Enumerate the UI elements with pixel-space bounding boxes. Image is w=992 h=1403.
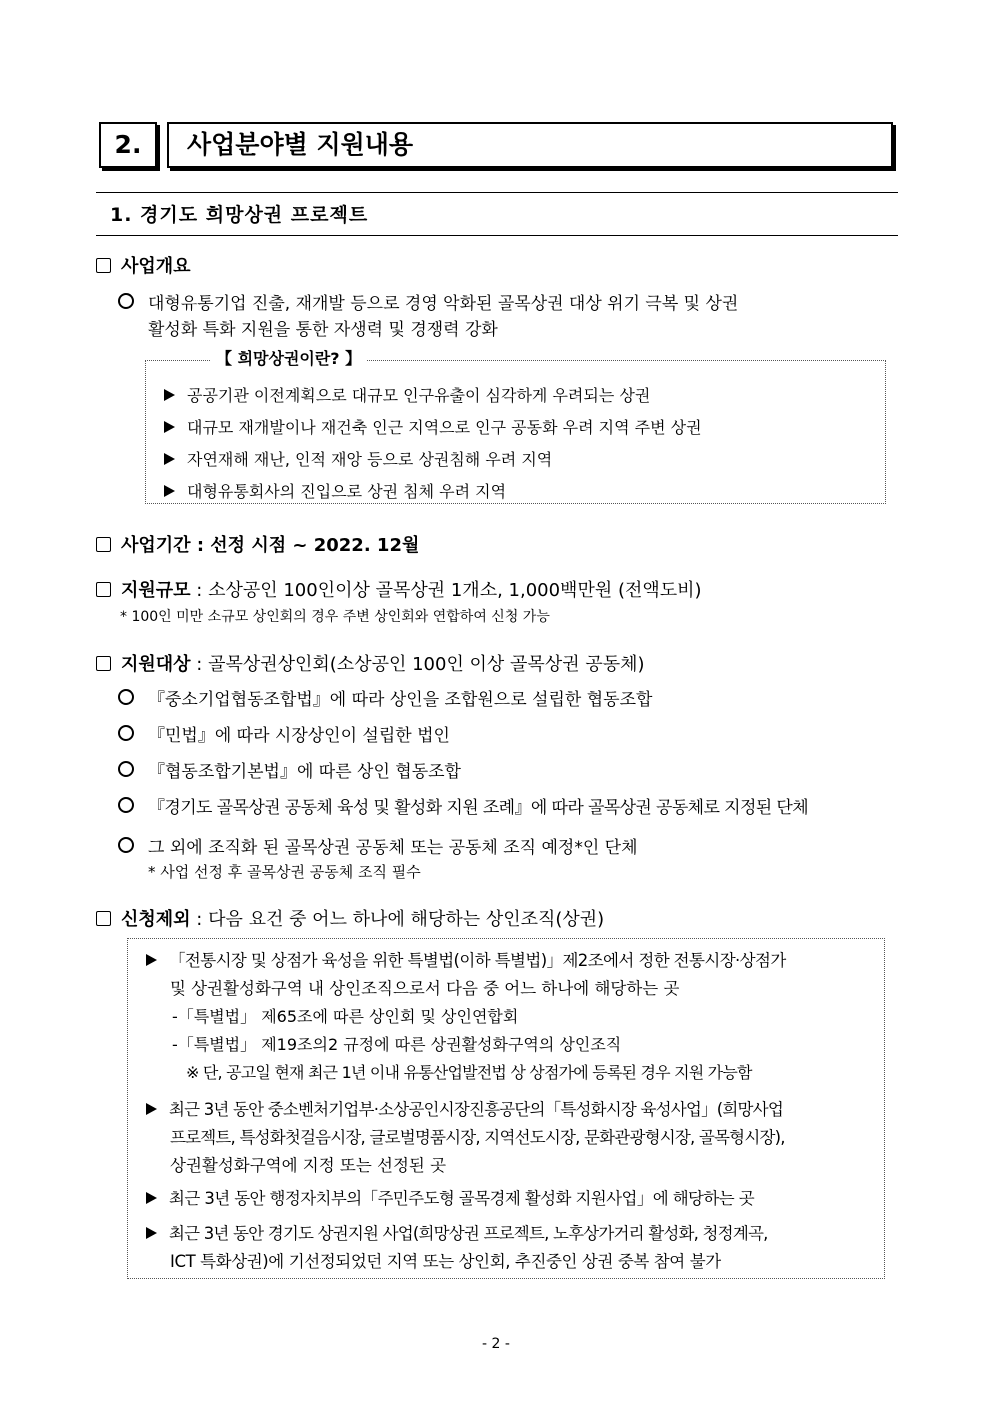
target-heading: 지원대상 : 골목상권상인회(소상공인 100인 이상 골목상권 공동체) (96, 650, 645, 676)
section-bottom-rule (96, 235, 898, 236)
triangle-bullet-icon (164, 421, 175, 433)
square-bullet-icon (96, 537, 111, 552)
definition-item: 대형유통회사의 진입으로 상권 침체 우려 지역 (164, 479, 506, 502)
target-note: * 사업 선정 후 골목상권 공동체 조직 필수 (148, 863, 421, 881)
page-number: - 2 - (482, 1336, 510, 1352)
target-item: 『협동조합기본법』에 따른 상인 협동조합 (118, 757, 461, 782)
exclusion-item3: 최근 3년 동안 행정자치부의「주민주도형 골목경제 활성화 지원사업」에 해당하는 곳 (146, 1185, 754, 1209)
exclusion-item1-sub1: -「특별법」 제65조에 따른 상인회 및 상인연합회 (172, 1007, 519, 1026)
exclusion-item4-line1: 최근 3년 동안 경기도 상권지원 사업(희망상권 프로젝트, 노후상가거리 활성화, 청정계곡, (146, 1220, 768, 1244)
circle-bullet-icon (118, 293, 134, 309)
triangle-bullet-icon (146, 954, 157, 966)
definition-box-title: 【 희망상권이란? 】 (210, 346, 367, 369)
target-item: 『경기도 골목상권 공동체 육성 및 활성화 지원 조례』에 따라 골목상권 공동체로 지정된 단체 (118, 793, 808, 818)
exclusion-item2-line2: 프로젝트, 특성화첫걸음시장, 글로벌명품시장, 지역선도시장, 문화관광형시장, 골목형시장), (170, 1128, 785, 1147)
section-top-rule (96, 192, 898, 193)
exclusion-item2-line3: 상권활성화구역에 지정 또는 선정된 곳 (170, 1156, 447, 1175)
square-bullet-icon (96, 911, 111, 926)
exclusion-item4-line2: ICT 특화상권)에 기선정되었던 지역 또는 상인회, 추진중인 상권 중복 참여 불가 (170, 1252, 721, 1271)
exclusion-item1-line1: 「전통시장 및 상점가 육성을 위한 특별법(이하 특별법)」제2조에서 정한 전통시장·상점가 (146, 947, 786, 971)
period-heading: 사업기간 : 선정 시점 ~ 2022. 12월 (96, 531, 419, 557)
circle-bullet-icon (118, 837, 134, 853)
triangle-bullet-icon (146, 1227, 157, 1239)
triangle-bullet-icon (146, 1192, 157, 1204)
circle-bullet-icon (118, 797, 134, 813)
triangle-bullet-icon (146, 1103, 157, 1115)
target-item: 『민법』에 따라 시장상인이 설립한 법인 (118, 721, 450, 746)
square-bullet-icon (96, 582, 111, 597)
circle-bullet-icon (118, 761, 134, 777)
exclusion-heading: 신청제외 : 다음 요건 중 어느 하나에 해당하는 상인조직(상권) (96, 905, 604, 931)
scale-heading: 지원규모 : 소상공인 100인이상 골목상권 1개소, 1,000백만원 (전액도비) (96, 576, 702, 602)
overview-label: 사업개요 (121, 256, 191, 277)
overview-heading (96, 252, 191, 278)
overview-text-line2: 활성화 특화 지원을 통한 자생력 및 경쟁력 강화 (148, 320, 498, 340)
target-item: 『중소기업협동조합법』에 따라 상인을 조합원으로 설립한 협동조합 (118, 685, 652, 710)
definition-item: 공공기관 이전계획으로 대규모 인구유출이 심각하게 우려되는 상권 (164, 383, 650, 406)
exclusion-item1-line2: 및 상권활성화구역 내 상인조직으로서 다음 중 어느 하나에 해당하는 곳 (170, 979, 680, 998)
triangle-bullet-icon (164, 453, 175, 465)
target-item: 그 외에 조직화 된 골목상권 공동체 또는 공동체 조직 예정*인 단체 (118, 833, 638, 858)
circle-bullet-icon (118, 689, 134, 705)
scale-note: * 100인 미만 소규모 상인회의 경우 주변 상인회와 연합하여 신청 가능 (120, 609, 550, 625)
section-heading: 1. 경기도 희망상권 프로젝트 (110, 204, 369, 226)
exclusion-item1-sub2: -「특별법」 제19조의2 규정에 따른 상권활성화구역의 상인조직 (172, 1035, 622, 1054)
chapter-number: 2. (99, 122, 157, 168)
square-bullet-icon (96, 258, 111, 273)
triangle-bullet-icon (164, 485, 175, 497)
exclusion-item1-sub3: ※ 단, 공고일 현재 최근 1년 이내 유통산업발전법 상 상점가에 등록된 경우 지원 가능함 (186, 1063, 752, 1082)
circle-bullet-icon (118, 725, 134, 741)
overview-text-line1: 대형유통기업 진출, 재개발 등으로 경영 악화된 골목상권 대상 위기 극복 및 상권 (118, 289, 738, 314)
exclusion-item2-line1: 최근 3년 동안 중소벤처기업부·소상공인시장진흥공단의「특성화시장 육성사업」(희망사업 (146, 1096, 783, 1120)
definition-item: 자연재해 재난, 인적 재앙 등으로 상권침해 우려 지역 (164, 447, 552, 470)
chapter-title: 사업분야별 지원내용 (167, 122, 893, 168)
definition-item: 대규모 재개발이나 재건축 인근 지역으로 인구 공동화 우려 지역 주변 상권 (164, 415, 702, 438)
square-bullet-icon (96, 656, 111, 671)
triangle-bullet-icon (164, 389, 175, 401)
